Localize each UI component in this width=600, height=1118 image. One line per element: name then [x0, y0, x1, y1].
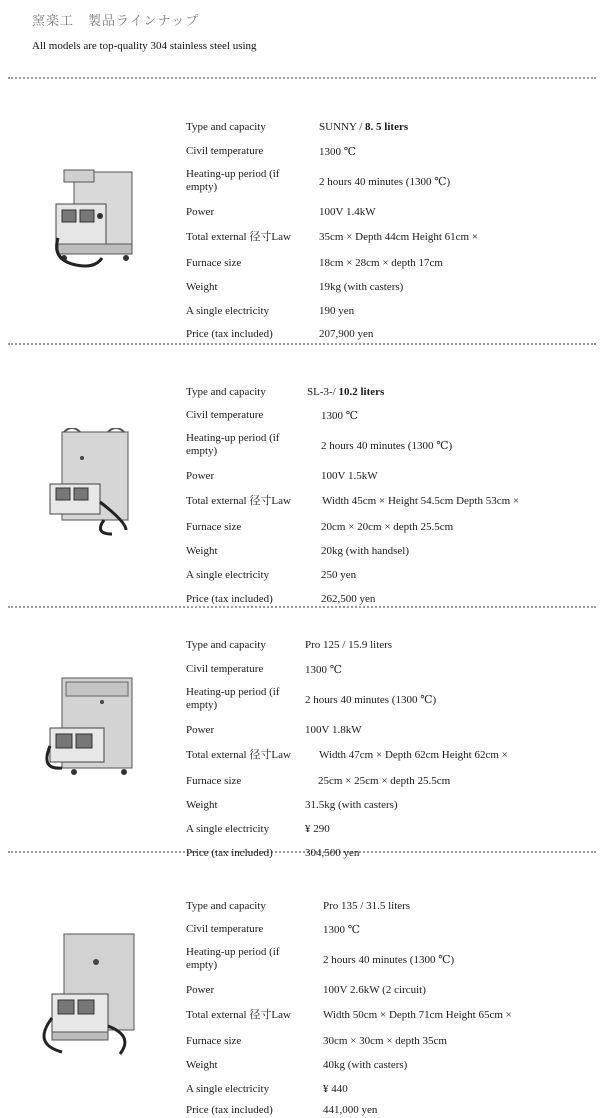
kiln-image: [52, 168, 136, 274]
divider: [8, 77, 596, 79]
page-subtitle: All models are top-quality 304 stainless steel using: [32, 40, 257, 52]
divider: [8, 606, 596, 608]
divider: [8, 343, 596, 345]
kiln-image: [46, 428, 132, 536]
kiln-image: [38, 930, 138, 1060]
page-title: 窯楽工 製品ラインナップ: [32, 13, 200, 28]
kiln-image: [44, 676, 136, 780]
